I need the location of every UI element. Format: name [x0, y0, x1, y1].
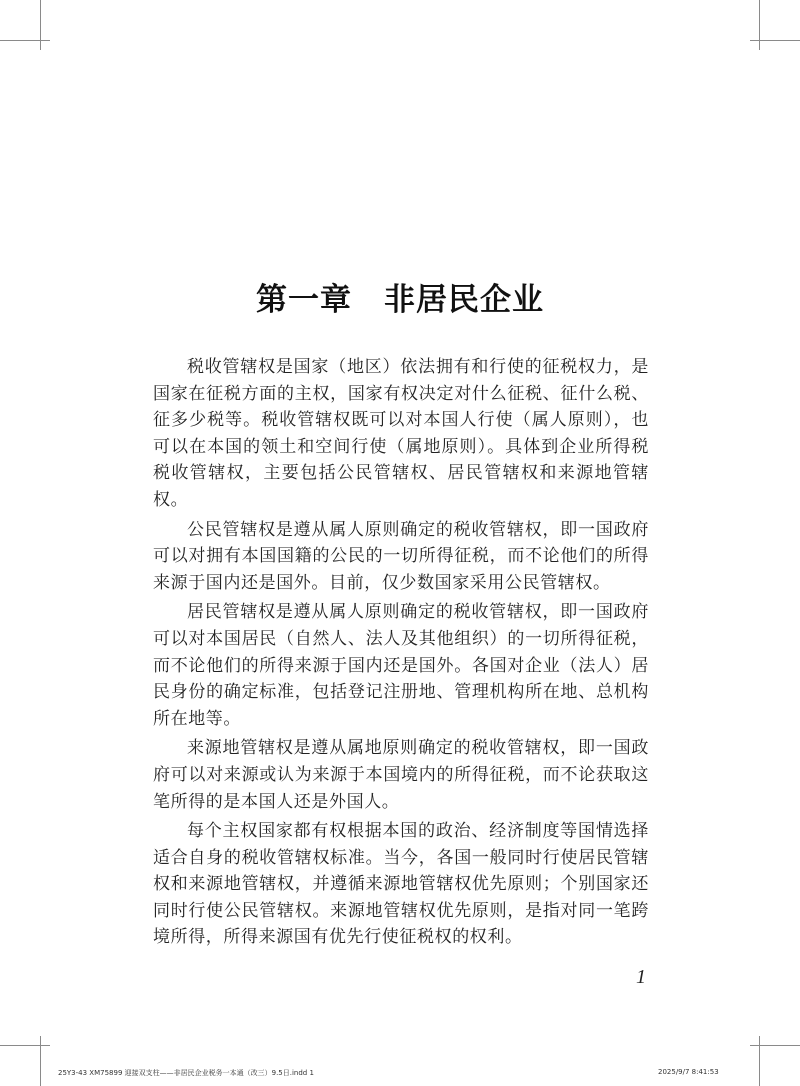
paragraph-residence-jurisdiction: 居民管辖权是遵从属人原则确定的税收管辖权，即一国政府可以对本国居民（自然人、法人及其他组织）的一切所得征税，而不论他们的所得来源于国内还是国外。各国对企业（法人）居民身份的确定标准，包括登记注册地、管理机构所在地、总机构所在地等。 — [153, 602, 649, 729]
paragraph-source-jurisdiction: 来源地管辖权是遵从属地原则确定的税收管辖权，即一国政府可以对来源或认为来源于本国境内的所得征税，而不论获取这笔所得的是本国人还是外国人。 — [153, 738, 649, 812]
crop-mark-bottom-right-horizontal — [750, 1045, 800, 1046]
chapter-title: 第一章 非居民企业 — [256, 282, 544, 318]
paragraph-jurisdiction-standards: 每个主权国家都有权根据本国的政治、经济制度等国情选择适合自身的税收管辖权标准。当今，各国一般同时行使居民管辖权和来源地管辖权，并遵循来源地管辖权优先原则；个别国家还同时行使公民管辖权。来源地管辖权优先原则，是指对同一笔跨境所得，所得来源国有优先行使征税权的权利。 — [153, 821, 649, 948]
paragraph-citizenship-jurisdiction: 公民管辖权是遵从属人原则确定的税收管辖权，即一国政府可以对拥有本国国籍的公民的一切所得征税，而不论他们的所得来源于国内还是国外。目前，仅少数国家采用公民管辖权。 — [153, 519, 649, 593]
crop-mark-top-left-vertical — [40, 0, 41, 50]
crop-mark-top-right-horizontal — [750, 40, 800, 41]
crop-mark-bottom-right-vertical — [759, 1036, 760, 1086]
crop-mark-bottom-left-vertical — [40, 1036, 41, 1086]
body-text — [153, 354, 649, 954]
crop-mark-top-left-horizontal — [0, 40, 50, 41]
crop-mark-bottom-left-horizontal — [0, 1045, 50, 1046]
crop-mark-top-right-vertical — [759, 0, 760, 50]
page-number: 1 — [636, 966, 646, 988]
print-slug-filename: 25Y3-43 XM75899 迎接双支柱——非居民企业税务一本通（改三）9.5日.indd 1 — [58, 1069, 314, 1077]
print-slug-datetime: 2025/9/7 8:41:53 — [658, 1068, 719, 1076]
paragraph-tax-jurisdiction: 税收管辖权是国家（地区）依法拥有和行使的征税权力，是国家在征税方面的主权，国家有权决定对什么征税、征什么税、征多少税等。税收管辖权既可以对本国人行使（属人原则），也可以在本国的领土和空间行使（属地原则）。具体到企业所得税税收管辖权，主要包括公民管辖权、居民管辖权和来源地管辖权。 — [153, 357, 649, 510]
